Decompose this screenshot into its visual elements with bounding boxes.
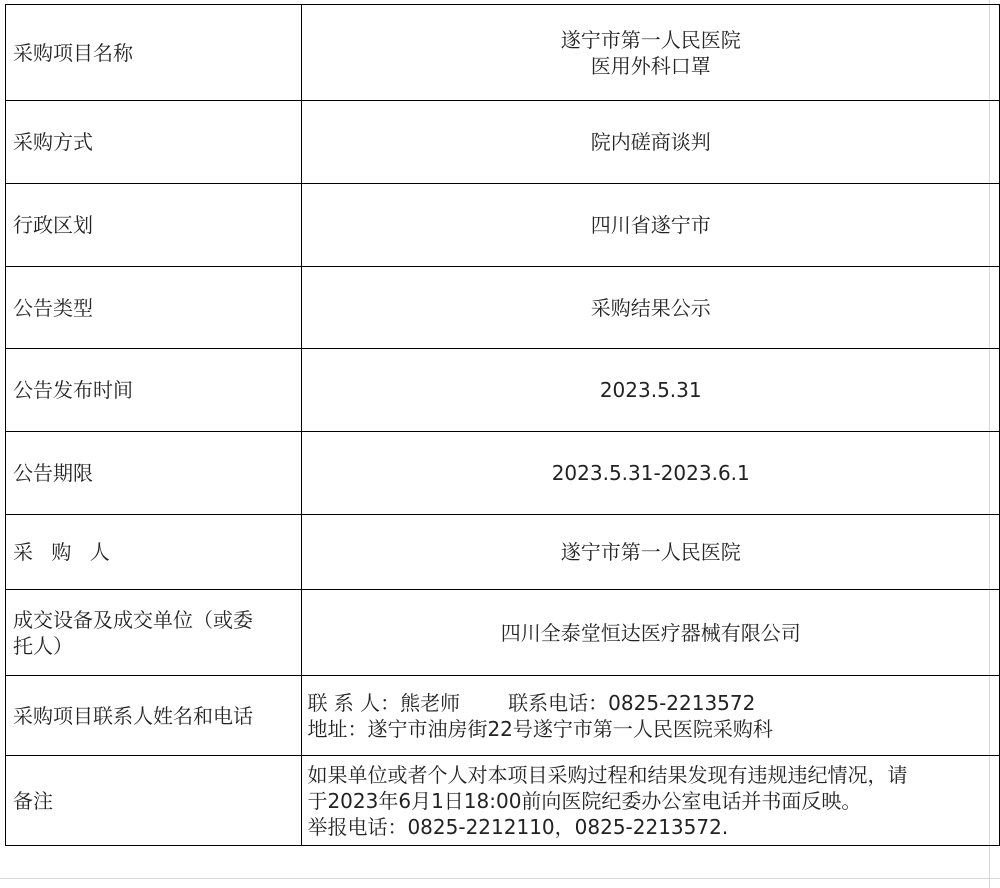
address-value: 遂宁市油房街22号遂宁市第一人民医院采购科 — [367, 716, 773, 741]
label-text: 采购方式 — [13, 130, 93, 154]
label-text: 采购项目联系人姓名和电话 — [13, 703, 253, 728]
contact-line — [307, 690, 993, 716]
label-text: 行政区划 — [13, 213, 93, 237]
label-text: 公告发布时间 — [13, 378, 133, 402]
label-text: 备注 — [13, 788, 53, 813]
value-publish-time: 2023.5.31 — [302, 349, 1000, 432]
table-row-contact — [6, 676, 1000, 756]
spreadsheet-gridline-horizontal — [0, 878, 1000, 879]
table-row-remarks — [6, 756, 1000, 846]
remarks-line-1: 如果单位或者个人对本项目采购过程和结果发现有违规违纪情况，请 — [307, 762, 908, 787]
address-line — [307, 716, 993, 742]
label-notice-type — [6, 267, 302, 349]
label-text: 采 购 人 — [13, 540, 116, 564]
label-notice-period — [6, 432, 302, 515]
contact-phone: 0825-2213572 — [608, 690, 756, 715]
table-row-procurement-method — [6, 101, 1000, 184]
value-remarks — [302, 756, 1000, 846]
table-row-notice-period — [6, 432, 1000, 515]
project-name-line-1: 遂宁市第一人民医院 — [560, 27, 741, 52]
winning-supplier-label-line-2: 托人） — [13, 633, 73, 658]
table-row-publish-time — [6, 349, 1000, 432]
project-name-line-2: 医用外科口罩 — [590, 53, 711, 78]
value-notice-type: 采购结果公示 — [302, 267, 1000, 349]
value-purchaser: 遂宁市第一人民医院 — [302, 515, 1000, 590]
label-text: 采购项目名称 — [13, 40, 133, 65]
address-label: 地址： — [307, 716, 368, 741]
procurement-result-table — [5, 4, 1000, 846]
contact-person-label: 联 系 人： — [307, 690, 401, 715]
table-row-project-name — [6, 5, 1000, 101]
label-publish-time — [6, 349, 302, 432]
value-winning-supplier: 四川全泰堂恒达医疗器械有限公司 — [302, 590, 1000, 676]
label-project-name — [6, 5, 302, 101]
table-row-notice-type — [6, 267, 1000, 349]
label-winning-supplier — [6, 590, 302, 676]
value-procurement-method: 院内磋商谈判 — [302, 101, 1000, 184]
value-project-name — [302, 5, 1000, 101]
label-purchaser — [6, 515, 302, 590]
label-text: 公告期限 — [13, 461, 93, 485]
label-administrative-region — [6, 184, 302, 267]
value-notice-period: 2023.5.31-2023.6.1 — [302, 432, 1000, 515]
label-text: 公告类型 — [13, 295, 93, 320]
label-remarks — [6, 756, 302, 846]
table-row-administrative-region — [6, 184, 1000, 267]
table-row-winning-supplier — [6, 590, 1000, 676]
contact-person: 熊老师 — [400, 690, 461, 715]
remarks-line-3: 举报电话：0825-2212110，0825-2213572. — [307, 814, 729, 839]
contact-phone-label: 联系电话： — [508, 690, 609, 715]
label-procurement-method — [6, 101, 302, 184]
label-contact — [6, 676, 302, 756]
remarks-line-2: 于2023年6月1日18:00前向医院纪委办公室电话并书面反映。 — [307, 788, 862, 813]
value-administrative-region: 四川省遂宁市 — [302, 184, 1000, 267]
value-contact — [302, 676, 1000, 756]
table-row-purchaser — [6, 515, 1000, 590]
winning-supplier-label-line-1: 成交设备及成交单位（或委 — [13, 607, 253, 632]
